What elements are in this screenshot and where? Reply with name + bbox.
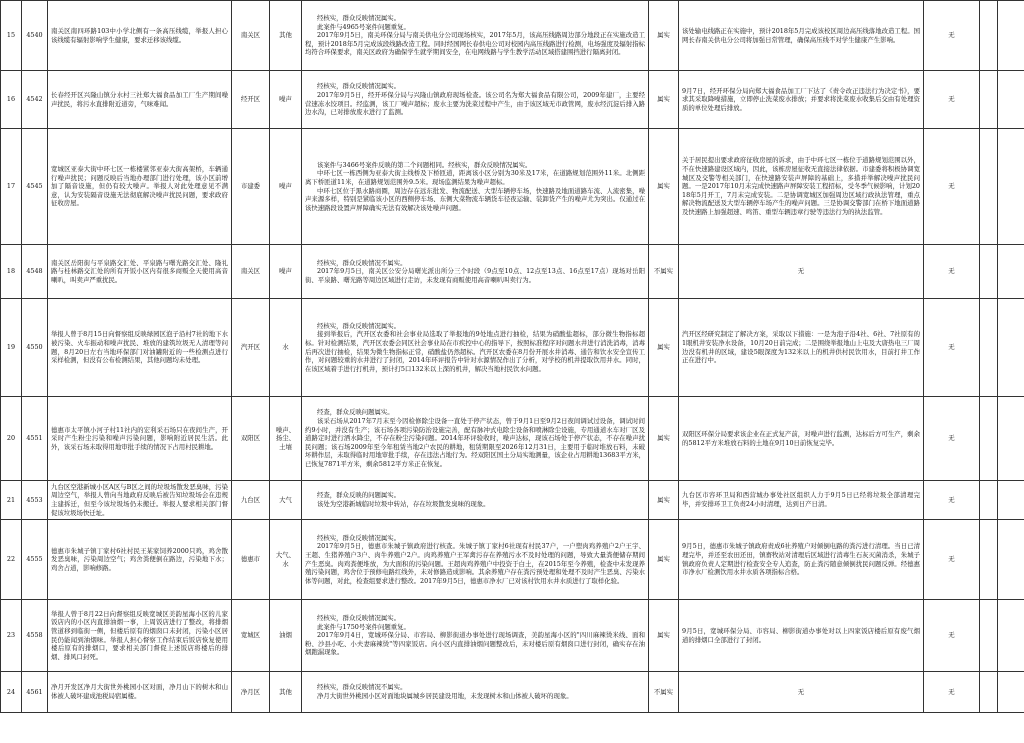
verdict-cell: 属实 (649, 129, 679, 245)
pollution-type-cell: 大气 (270, 481, 302, 520)
complaint-cell: 德惠市朱城子镇丁家村6社村民王某家饲养2000只鸡，鸡舍散发恶臭味，污染周边空气；鸡舍粪便倒在路边，污染地下水；鸡舍占道，影响修路。 (48, 520, 232, 600)
row-seq-cell: 16 (1, 71, 22, 129)
district-cell: 德惠市 (232, 520, 270, 600)
complaint-cell: 长春经开区兴隆山镇分水村三社郑大福食品加工厂生产期间噪声扰民，将污水直排附近道旁，气味难闻。 (48, 71, 232, 129)
accountability-cell: 无 (924, 397, 980, 481)
blank-cell (980, 129, 998, 245)
accountability-cell: 无 (924, 129, 980, 245)
accountability-cell: 无 (924, 299, 980, 397)
handling-cell: 9月5日，德惠市朱城子镇政府责成6社养殖户对倾倒电路的粪污进行清理。当日已清理完毕，并还至农田还田，镇畜牧站对清理后区域进行消毒生石灰灭菌消杀，朱城子镇政府负责人定期进行检查安全专人追查，防止粪污随意倾倒扰民问题反弹。经德惠市净水厂检测饮用水井水质各项指标合格。 (679, 520, 924, 600)
row-seq-cell: 17 (1, 129, 22, 245)
blank-cell (980, 299, 998, 397)
finding-cell (302, 397, 649, 481)
district-cell: 南关区 (232, 245, 270, 299)
finding-cell (302, 299, 649, 397)
finding-cell (302, 672, 649, 713)
blank-cell (998, 600, 1024, 672)
case-id-cell: 4558 (22, 600, 48, 672)
table-body (1, 1, 1024, 713)
finding-cell (302, 245, 649, 299)
complaint-cell: 净月开发区净月大街世外桃园小区对面，净月山下的树木和山体被人破坏建成池税局宿属楼。 (48, 672, 232, 713)
table-row (1, 600, 1024, 672)
verdict-cell: 不属实 (649, 245, 679, 299)
table-row (1, 481, 1024, 520)
handling-cell: 9月5日，宽城环保分局、市容局、柳影街道办事处对以上四家饭店楼后原有废气烟道的排烟口全部进行了封闭。 (679, 600, 924, 672)
finding-cell (302, 71, 649, 129)
handling-cell: 无 (679, 245, 924, 299)
district-cell: 净月区 (232, 672, 270, 713)
handling-cell: 汽开区经研究制定了解决方案，采取以下措施：一是为泡子沿4社、6社、7社原有的1眼机井安装净水设备，10月20日前完成；二是围绕举报地山上屯及大唐热电三厂周边没有机井的区域，建设5眼深度为132米以上的机井供村民饮用水，目前打井工作正在进行中。 (679, 299, 924, 397)
district-cell: 市建委 (232, 129, 270, 245)
pollution-type-cell: 其他 (270, 1, 302, 71)
handling-cell: 九台区市容环卫局和西营城办事处社区组织人力于9月5日已经将垃圾全部清理完毕，并安排环卫工负责24小时清理，达到日产日清。 (679, 481, 924, 520)
accountability-cell: 无 (924, 520, 980, 600)
pollution-type-cell: 噪声、扬尘、土壤 (270, 397, 302, 481)
pollution-type-cell: 水 (270, 299, 302, 397)
district-cell: 经开区 (232, 71, 270, 129)
complaint-cell: 德惠市太平镇小河子村11社内的宏利采石场只在夜间生产，开采时产生粉尘污染和噪声污染问题，影响附近居民生活。此外，该采石场未取得用地审批手续的情况下占用村民耕地。 (48, 397, 232, 481)
blank-cell (998, 481, 1024, 520)
verdict-cell: 属实 (649, 600, 679, 672)
case-id-cell: 4553 (22, 481, 48, 520)
handling-cell: 双阳区环保分局要求该企业在正式复产前，对噪声进行监测，达标后方可生产，剩余的5812平方米堆放石料的土地在9月10日前恢复完毕。 (679, 397, 924, 481)
finding-cell (302, 520, 649, 600)
accountability-cell: 无 (924, 245, 980, 299)
finding-paragraph: 经查，群众反映问题属实。 (317, 408, 394, 417)
finding-paragraph: 净月大街世外桃园小区对面地块属城乡居民建设用地，未发现树木和山体被人破坏的现象。 (317, 692, 573, 700)
finding-paragraph: 经查，群众反映的问题属实。 (317, 491, 401, 500)
case-id-cell: 4542 (22, 71, 48, 129)
blank-cell (998, 672, 1024, 713)
blank-cell (998, 299, 1024, 397)
case-id-cell: 4551 (22, 397, 48, 481)
verdict-cell: 属实 (649, 520, 679, 600)
verdict-cell: 属实 (649, 299, 679, 397)
case-id-cell: 4545 (22, 129, 48, 245)
blank-cell (980, 520, 998, 600)
blank-cell (980, 71, 998, 129)
row-seq-cell: 20 (1, 397, 22, 481)
finding-cell (302, 481, 649, 520)
finding-paragraph: 此案件与1750号案件问题重复。 (317, 622, 410, 631)
accountability-cell: 无 (924, 672, 980, 713)
row-seq-cell: 22 (1, 520, 22, 600)
table-row (1, 672, 1024, 713)
finding-cell (302, 129, 649, 245)
accountability-cell: 无 (924, 71, 980, 129)
table-row (1, 520, 1024, 600)
blank-cell (998, 520, 1024, 600)
pollution-type-cell: 其他 (270, 672, 302, 713)
blank-cell (980, 481, 998, 520)
blank-cell (998, 1, 1024, 71)
finding-paragraph: 经核实，群众反映情况不属实。 (317, 683, 407, 692)
case-id-cell: 4550 (22, 299, 48, 397)
blank-cell (980, 1, 998, 71)
handling-cell: 无 (679, 672, 924, 713)
finding-paragraph: 此案件与4965号案件问题重复。 (317, 22, 410, 31)
verdict-cell: 属实 (649, 397, 679, 481)
handling-cell: 关于居民提出要求政府征收房屋的诉求，由于中环七区一栋位于道路规划范围以外，不在快速路建设区域内，因此，该栋房屋征收无直接法律依据。市建委将积极协调宽城区及交警等相关部门，在快速路安装声屏障的基础上，多措并举解决噪声扰民问题。一是2017年10月末完成快速路声屏障安装工程招标，受冬季气候影响，计划2018年5月开工，7月末完成安装。二是协调宽城区加强周边区域行政执法管理，重点解决物流配送及大型车辆停车场产生的噪声问题。三是协调交警部门在桥下地面道路及快速路上加强超速、鸣笛、重型车辆违章行驶等违法行为的执法监管。 (679, 129, 924, 245)
row-seq-cell: 24 (1, 672, 22, 713)
accountability-cell: 无 (924, 600, 980, 672)
finding-paragraph: 2017年9月4日，宽城环保分局、市容局、柳影街道办事处进行现场调查，美韵星海小区的"四川麻辣烫米线、面和粉、沙县小吃、小夫妻麻辣烫"等四家饭店。向小区内直排油烟问题整改后，未对楼后原有烟囱口进行封闭，确实存在油烟跑漏现象。 (305, 631, 645, 657)
finding-paragraph: 该案件与3466号案件反映的第二个问题相同。经核实，群众反映情况属实。 (317, 160, 532, 169)
row-seq-cell: 23 (1, 600, 22, 672)
case-id-cell: 4555 (22, 520, 48, 600)
pollution-type-cell: 噪声 (270, 129, 302, 245)
finding-cell (302, 1, 649, 71)
table-row (1, 397, 1024, 481)
pollution-type-cell: 噪声 (270, 245, 302, 299)
blank-cell (998, 71, 1024, 129)
finding-paragraph: 2017年9月5日，南关区公安分局曙光派出所分三个时段（9点至10点、12点至13点、16点至17点）现场对岳阳街、平泉路、曙光路等周边区域进行走访，未发现有商贩使用高音喇叭叫卖行为。 (305, 267, 645, 284)
finding-paragraph: 经核实，群众反映情况属实。 (317, 614, 401, 623)
verdict-cell: 不属实 (649, 672, 679, 713)
accountability-cell: 无 (924, 481, 980, 520)
blank-cell (998, 397, 1024, 481)
finding-paragraph: 中环七区一栋西侧为亚泰大街主线桥及下桥匝道，距离该小区分别为30米及17米，在道路规划范围外11米。北侧距离下桥匝道11米，在道路规划范围外9.5米。现场监测结果为噪声超标。 (305, 169, 645, 186)
case-id-cell: 4561 (22, 672, 48, 713)
finding-paragraph: 中环七区位于黑水路商圈，周边存在远东批发、物流配送、大型车辆停车场，快速路及地面道路车流、人流密集，噪声来源多样，特别是紧临该小区的西侧停车场、东侧大菜物流车辆货车径夜运输、装卸货产生的噪声尤为突出。仅通过在该快速路段设置声屏障确实无法有效解决该处噪声问题。 (305, 186, 645, 212)
pollution-type-cell: 油烟 (270, 600, 302, 672)
complaint-cell: 举报人曾于8月15日向督察组反映绿园区泡子沿村7社的地下水被污染、火车振动和噪声扰民、堆放的建筑垃圾无人清理等问题，8月20日左右当地环保部门对油罐附近的一些检测点进行采样检测，但没有公布检测结果，其他问题均未处理。 (48, 299, 232, 397)
blank-cell (980, 397, 998, 481)
handling-cell: 该处输电线路正在实施中，预计2018年5月完成该校区周边高压线落地改造工程。国网长春南关供电分公司将加强日常管理，确保高压线不对学生健康产生影响。 (679, 1, 924, 71)
row-seq-cell: 21 (1, 481, 22, 520)
finding-paragraph: 经核实，群众反映情况属实。 (317, 14, 401, 23)
finding-paragraph: 接到举报后，汽开区农委和社会事业局选取了举报地的9处地点进行抽检，结果为硝酸盐超标，部分微生物指标超标。针对检测结果，汽开区农委会同区社会事业局在市疾控中心的指导下，按照标准程序对问题水井进行消洗消毒，消毒后再次进行抽检，结果为微生物指标正常，硝酸盐仍然超标。汽开区农委在8月份开展水井消毒、通告和饮水安全宣传工作，对问题较重的水井进行了封闭，2014年环评报告中针对水源情况作出了分析，对学校的机井提取饮用井水。同时，在该区域着手进行打机井，预计打5口132米以上深的机井，解决当地村民饮水问题。 (305, 330, 645, 373)
row-seq-cell: 18 (1, 245, 22, 299)
blank-cell (998, 129, 1024, 245)
table-row (1, 299, 1024, 397)
complaint-cell: 宽城区亚泰大街中环七区一栋楼紧邻亚泰大街高架桥，车辆通行噪声扰民；问题反映后当地办理部门进行处理，该小区前增加了隔音设施，但仍有较大噪声。举报人对此处理意见不满意，认为安装隔音设施无法彻底解决噪声扰民问题，要求政府征收房屋。 (48, 129, 232, 245)
district-cell: 九台区 (232, 481, 270, 520)
table-row (1, 245, 1024, 299)
table-row (1, 71, 1024, 129)
blank-cell (980, 672, 998, 713)
row-seq-cell: 19 (1, 299, 22, 397)
table-row (1, 1, 1024, 71)
blank-cell (998, 245, 1024, 299)
finding-paragraph: 经核实，群众反映情况属实。 (317, 82, 401, 91)
finding-paragraph: 该处为空港新城临时垃圾中转站，存在垃圾散发臭味的现象。 (317, 500, 490, 508)
district-cell: 双阳区 (232, 397, 270, 481)
district-cell: 宽城区 (232, 600, 270, 672)
finding-paragraph: 2017年9月5日，南关环保分局与南关供电分公司现场核实，2017年5月，该高压线路周边部分地段正在实施改造工程，预计2018年5月完成该段线路改造工程。同时经国网长春供电公司对校园内高压线路进行检测，电场强度及辐射指标均符合环保要求，南关区政府为确保学生就学期间安全，在电网线路与学生教学活动区域搭建围挡进行隔离封闭。 (305, 31, 645, 57)
case-id-cell: 4540 (22, 1, 48, 71)
finding-cell (302, 600, 649, 672)
pollution-type-cell: 大气、水 (270, 520, 302, 600)
blank-cell (980, 600, 998, 672)
case-id-cell: 4548 (22, 245, 48, 299)
complaint-cell: 举报人曾于8月22日向督察组反映宽城区美韵星海小区的儿家饭店内的小区内直排油烟一事，上周饭店进行了整改，将排烟管道移到临街一侧，但楼后原有的烟囱口未封闭，污染小区居民仍能闻到油烟味。举报人担心督察工作结束后饭店恢复使用楼后原有的排烟口，要求相关部门督促上述饭店将楼后的排烟、排风口封死。 (48, 600, 232, 672)
verdict-cell: 属实 (649, 1, 679, 71)
pollution-type-cell: 噪声 (270, 71, 302, 129)
finding-paragraph: 经核实，群众反映情况属实。 (317, 533, 401, 542)
finding-paragraph: 经核实，群众反映情况属实。 (317, 321, 401, 330)
accountability-cell: 无 (924, 1, 980, 71)
district-cell: 汽开区 (232, 299, 270, 397)
district-cell: 南关区 (232, 1, 270, 71)
complaint-cell: 九台区空港新城小区A区与B区之间的垃圾场散发恶臭味，污染周边空气，举报人曾向当地政府反映后被告知垃圾场会在违规主建拆迁，但至今该垃圾场仍未搬迁。举报人要求相关部门督促该垃圾场快迁址。 (48, 481, 232, 520)
row-seq-cell: 15 (1, 1, 22, 71)
finding-paragraph: 经核实，群众反映情况不属实。 (317, 258, 407, 267)
verdict-cell: 属实 (649, 71, 679, 129)
complaint-cell: 南关区岳阳街与平泉路交汇处、平泉路与曙光路交汇处、隆礼路与桂林路交汇处的所有开饭小区内有很多商贩全天使用高音喇叭，叫卖声严重扰民。 (48, 245, 232, 299)
verdict-cell: 属实 (649, 481, 679, 520)
table-row (1, 129, 1024, 245)
complaint-cell: 南关区南四环路103中小学北侧有一条高压线缆，举报人担心该线缆有辐射影响学生健康，要求迁移该线缆。 (48, 1, 232, 71)
finding-paragraph: 2017年9月5日，德惠市朱城子镇政府进行核查。朱城子镇丁家村6社现有村民37户，一户塑肉鸡养殖户2户王宇、王超、生猪养殖户3户、肉牛养殖户2户。肉鸡养殖户王军禽污存在养殖污水不及时处理的问题，导致大量粪便储存期间产生恶臭。肉鸡粪便堆放，为大面积的污染问题。王超肉鸡养殖户中投资于白土，在2015年至今养殖，检查中未发现养殖污染问题，鸡舍位于预修电路红线外，未对修路造成影响。其余养殖户存在粪污预处理和处理不及时产生恶臭、污染水体等问题，对此，检查组要求进行整改。2017年9月5日，德惠市净水厂已对该村饮用水井水质进行了取样化验。 (305, 542, 645, 585)
blank-cell (980, 245, 998, 299)
finding-paragraph: 2017年9月5日，经开环保分局与兴隆山镇政府现场检查。该公司名为郑大福食品有限公司，2009年建厂，主要经营速冻水饺项目。经监测，该工厂噪声超标；废水主要为洗菜过程中产生，由于该区域无市政管网，废水经沉淀后排入路边水沟，已对排放废水进行了监测。 (305, 90, 645, 117)
finding-paragraph: 该采石场从2017年7月末至今因检修除尘设备一直处于停产状态，曾于9月1日至9月2日夜间调试过设备，调试时间约9小时，并没有生产；该石场各项污染防治设施完善，配有脉冲式电除尘设备和喷淋除尘设施，专用通道水车对厂区及道路定时进行洒水降尘，不存在粉尘污染问题。2014年环评验收时，噪声达标，现该石场处于停产状态，不存在噪声扰民问题；该石场2009年至今年租赁当地2户农民的耕地，租赁期限至2026年12月31日，主要用于临时堆放石料，未破坏耕作层，未取得临时用地审批手续，存在违法占地行为。经双阳区国土分局实地测量，该企业占用耕地13683平方米，已恢复7871平方米，剩余5812平方米正在恢复。 (305, 417, 645, 468)
handling-cell: 9月7日，经开环保分局向郑大福食品加工厂下达了《责令改正违法行为决定书》，要求其采取降噪措施，立即停止洗菜废水排放；并要求将洗菜废水收集后交由有处理资质的单位处理后排放。 (679, 71, 924, 129)
